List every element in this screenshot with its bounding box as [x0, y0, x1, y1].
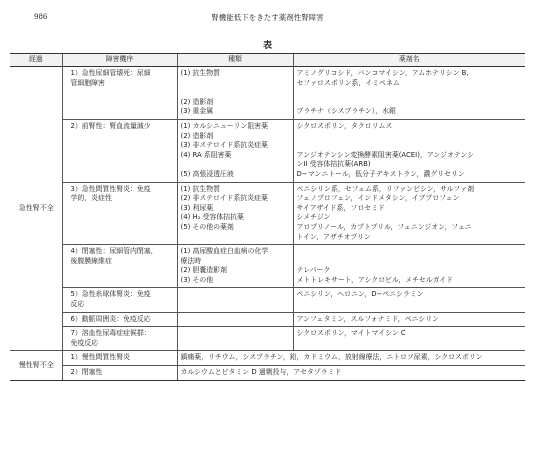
page-number: 986: [34, 13, 48, 21]
type-cell: [177, 67, 293, 120]
type-cell: [177, 327, 293, 351]
table-row: [10, 351, 525, 366]
type-text: [181, 160, 291, 170]
mechanism-text: 後腹膜線維症: [70, 256, 112, 265]
drug-text: アンフェタミン，スルフォナミド，ペニシリン: [296, 314, 440, 323]
drug-text: トイン，アザチオプリン: [296, 232, 371, 241]
mechanism-cell: [62, 327, 177, 351]
drug-nephropathy-table: [10, 53, 525, 381]
type-text: (5) 高張浸透圧液: [180, 169, 234, 178]
mechanism-text: 6）動脈周囲炎：免疫反応: [70, 314, 151, 323]
header-mechanism: 障害機序: [62, 54, 177, 67]
drug-text: セファロスポリン系，イミペネム: [296, 78, 400, 87]
type-text: (2) 胆嚢造影剤: [180, 266, 227, 275]
drug-cell: [293, 327, 525, 351]
type-text: (1) 抗生物質: [180, 184, 221, 193]
type-cell: [177, 182, 293, 245]
drug-text: ペニシリン系，セフェム系，リファンピシン，サルファ剤: [296, 184, 474, 193]
mechanism-cell: [62, 312, 177, 327]
drug-text: ンII 受容体拮抗薬(ARB): [296, 160, 371, 169]
table-row: [10, 327, 525, 351]
type-text: (2) 非ステロイド系抗炎症薬: [180, 194, 268, 203]
type-text: [181, 329, 291, 339]
type-drug-text: カルシウムとビタミン D 過剰投与，アセタゾラミド: [180, 368, 342, 377]
drug-text: アミノグリコシド，バンコマイシン，アムホテリシン B,: [296, 69, 469, 77]
drug-cell: [293, 288, 525, 312]
mechanism-cell: [62, 67, 177, 120]
type-drug-cell: [177, 366, 525, 381]
drug-text: アンジオテンシン変換酵素阻害薬(ACEI)，アンジオテンシ: [296, 150, 475, 159]
mechanism-text: 学的，炎症性: [70, 194, 112, 203]
drug-cell: [293, 182, 525, 245]
drug-text: ペニシリン，ヘロニン，D−ペニシラミン: [296, 290, 424, 299]
type-cell: [177, 288, 293, 312]
mechanism-text: 1）慢性間質性腎炎: [70, 353, 131, 362]
mechanism-text: 管細胞障害: [70, 78, 105, 87]
type-text: [181, 88, 291, 98]
drug-cell: [293, 67, 525, 120]
mechanism-cell: [62, 366, 177, 381]
type-text: (4) RA 系阻害薬: [180, 150, 232, 159]
drug-cell: [293, 312, 525, 327]
table-row: [10, 245, 525, 288]
header-type: 種類: [177, 54, 293, 67]
drug-text: シクロスポリン，マイトマイシン C: [296, 329, 406, 338]
type-text: (2) 造影剤: [180, 97, 214, 106]
drug-text: メトトレキサート，アシクロビル，メチセルガイド: [296, 275, 454, 284]
table-row: [10, 312, 525, 327]
type-text: (1) 高尿酸血症白血病の化学: [180, 247, 269, 256]
type-text: (3) 重金属: [180, 107, 214, 116]
drug-text: シメチジン: [296, 213, 331, 222]
table-header-row: [10, 54, 525, 67]
mechanism-text: 7）溶血性尿毒症症候群：: [70, 329, 151, 338]
drug-cell: [293, 119, 525, 182]
type-cell: [177, 245, 293, 288]
mechanism-text: 2）閉塞性: [70, 368, 103, 377]
mechanism-cell: [62, 119, 177, 182]
drug-text: フェノプロフェン，インドメタシン，イブプロフェン: [296, 194, 460, 203]
mechanism-text: 2）前腎性：腎血流量減少: [70, 121, 151, 130]
header-course: 経過: [10, 54, 62, 67]
course-cell: 急性腎不全: [18, 203, 54, 212]
mechanism-text: 免疫反応: [70, 338, 99, 347]
table-row: [10, 366, 525, 381]
type-text: (4) H₂ 受容体拮抗薬: [180, 213, 244, 222]
type-text: (5) その他の薬剤: [180, 222, 234, 231]
drug-text: D−マンニトール，低分子デキストラン，濃グリセリン: [296, 169, 465, 178]
mechanism-text: 5）急性糸球体腎炎：免疫: [70, 290, 151, 299]
type-text: [181, 79, 291, 89]
type-drug-text: 鎮痛薬，リチウム，シスプラチン，鉛，カドミウム，放射線療法，ニトロソ尿素，シクロスポリン: [180, 353, 483, 362]
drug-text: [297, 257, 524, 267]
table-row: [10, 288, 525, 312]
mechanism-cell: [62, 288, 177, 312]
table-row: [10, 67, 525, 120]
type-text: (3) 利尿薬: [180, 203, 214, 212]
type-text: [181, 290, 291, 300]
drug-text: テレパーク: [296, 266, 331, 275]
running-title: 腎機能低下をきたす薬剤性腎障害: [211, 13, 324, 22]
type-cell: [177, 312, 293, 327]
drug-cell: [293, 245, 525, 288]
mechanism-text: 3）急性間質性腎炎：免疫: [70, 184, 151, 193]
type-text: [181, 315, 291, 325]
table-row: [10, 182, 525, 245]
type-text: 療法時: [180, 256, 202, 265]
table-caption: 表: [262, 41, 272, 51]
type-text: (1) 抗生物質: [180, 69, 221, 77]
mechanism-cell: [62, 182, 177, 245]
drug-text: [297, 141, 524, 151]
table-row: [10, 119, 525, 182]
type-text: (2) 造影剤: [180, 131, 214, 140]
type-drug-cell: [177, 351, 525, 366]
type-text: (3) その他: [180, 275, 214, 284]
mechanism-text: 4）閉塞性：尿細管内閉塞，: [70, 247, 158, 256]
mechanism-cell: [62, 245, 177, 288]
drug-text: [297, 88, 524, 98]
mechanism-text: 反応: [70, 300, 85, 309]
drug-text: [297, 132, 524, 142]
type-text: (3) 非ステロイド系抗炎症薬: [180, 141, 268, 150]
drug-text: [297, 247, 524, 257]
drug-text: サイアザイド系，フロセミド: [296, 203, 385, 212]
mechanism-cell: [62, 351, 177, 366]
mechanism-text: 1）急性尿細管壊死：尿細: [70, 69, 151, 77]
type-text: (1) カルシニューリン阻害薬: [180, 121, 269, 130]
type-cell: [177, 119, 293, 182]
drug-text: アロプリノール，カプトプリル，フェニンジオン，フェニ: [296, 222, 472, 231]
course-cell: 慢性腎不全: [10, 351, 62, 380]
drug-text: シクロスポリン，タクロリムス: [296, 121, 393, 130]
drug-text: [297, 98, 524, 108]
header-drug: 薬剤名: [293, 54, 525, 67]
drug-text: プラチナ（シスプラチン），水銀: [296, 107, 396, 116]
